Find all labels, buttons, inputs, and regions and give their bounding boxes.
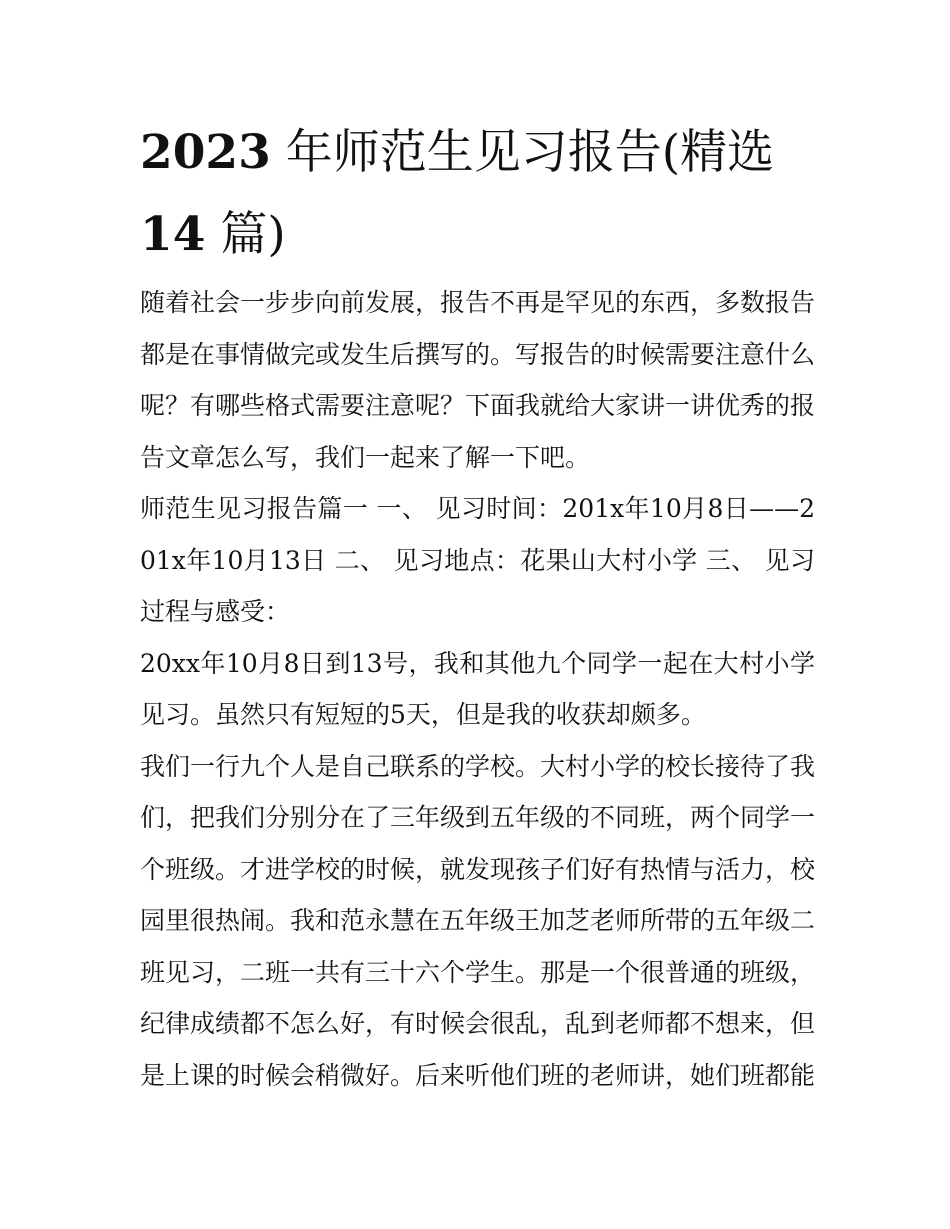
title-count: 14 [140,207,206,262]
title-year: 2023 [140,125,271,180]
document-title [140,112,820,276]
report-one-heading-paragraph: 师范生见习报告篇一 一、 见习时间：201x年10月8日——201x年10月13日 二、 见习地点：花果山大村小学 三、 见习过程与感受： [140,494,815,626]
intro-paragraph: 随着社会一步步向前发展，报告不再是罕见的东西，多数报告都是在事情做完或发生后撰写的。写报告的时候需要注意什么呢？有哪些格式需要注意呢？下面我就给大家讲一讲优秀的报告文章怎么写，我们一起来了解一下吧。 [140,288,816,472]
document-body [140,277,815,1101]
title-text-part1: 年师范生见习报告(精选 [285,125,775,180]
experience-paragraph: 我们一行九个人是自己联系的学校。大村小学的校长接待了我们，把我们分别分在了三年级到五年级的不同班，两个同学一个班级。才进学校的时候，就发现孩子们好有热情与活力，校园里很热闹。我和范永慧在五年级王加芝老师所带的五年级二班见习，二班一共有三十六个学生。那是一个很普通的班级，纪律成绩都不怎么好，有时候会很乱，乱到老师都不想来，但是上课的时候会稍微好。后来听他们班的老师讲，她们班都能 [140,751,816,1090]
schedule-paragraph: 20xx年10月8日到13号，我和其他九个同学一起在大村小学见习。虽然只有短短的5天，但是我的收获却颇多。 [140,648,815,729]
title-text-part2: 篇) [220,207,286,262]
